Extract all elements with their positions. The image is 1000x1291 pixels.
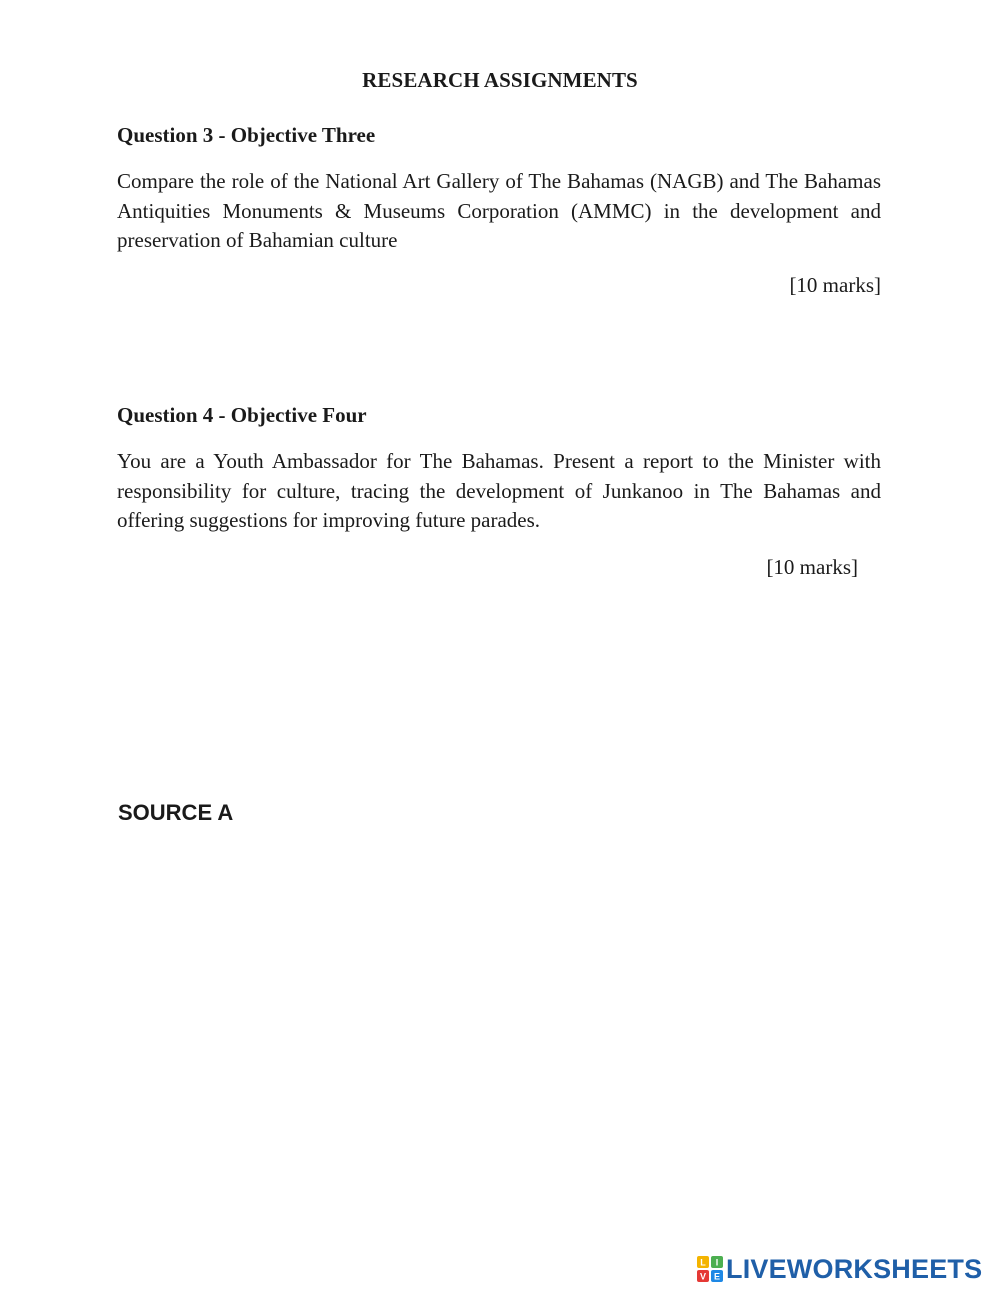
page-title: RESEARCH ASSIGNMENTS [362,68,638,92]
question-3-title: Question 3 - Objective Three [117,123,376,147]
svg-text:L: L [700,1257,706,1268]
svg-text:I: I [715,1257,719,1268]
liveworksheets-logo-text: LIVEWORKSHEETS [726,1254,983,1284]
question-4-text: You are a Youth Ambassador for The Bahamas. Present a report to the Minister with responsibility for culture, tracing the development of Junkanoo in The Bahamas and offering suggestions for improving future parades. [117,449,881,532]
question-3-text: Compare the role of the National Art Gallery of The Bahamas (NAGB) and The Bahamas Antiquities Monuments & Museums Corporation (AMMC) in the development and preservation of Bahamian culture [117,169,881,252]
liveworksheets-brand[interactable] [697,1252,982,1286]
question-4-marks: [10 marks] [766,555,858,579]
source-a-label: SOURCE A [118,800,234,825]
svg-text:V: V [699,1271,707,1282]
question-3-marks: [10 marks] [789,273,881,297]
svg-text:E: E [713,1271,721,1282]
liveworksheets-logo-icon [697,1256,723,1282]
question-4-title: Question 4 - Objective Four [117,403,367,427]
